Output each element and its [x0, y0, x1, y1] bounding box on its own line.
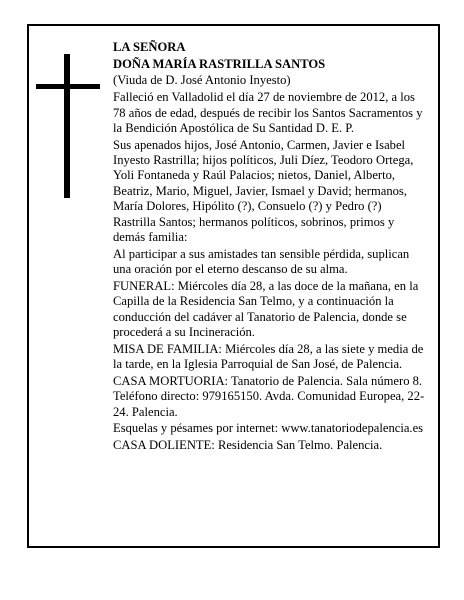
- prayer-request: Al participar a sus amistades tan sensible pérdida, suplican una oración por el eterno descanso de su alma.: [113, 246, 410, 277]
- widow-note: (Viuda de D. José Antonio Inyesto): [113, 73, 291, 88]
- obituary-text: [113, 40, 425, 455]
- cross-vertical-bar: [64, 54, 70, 198]
- funeral-info: FUNERAL: Miércoles día 28, a las doce de la mañana, en la Capilla de la Residencia San Telmo, y a continuación la conducción del cadáver al Tanatorio de Palencia, donde se procederá a su Incineración.: [113, 278, 419, 340]
- family-list: Sus apenados hijos, José Antonio, Carmen, Javier e Isabel Inyesto Rastrilla; hijos políticos, Juli Díez, Teodoro Ortega, Yoli Fontaneda y Raúl Palacios; nietos, Daniel, Alberto, Beatriz, Mario, Miguel, Javier, Ismael y David; hermanos, María Dolores, Hipólito (?), Consuelo (?) y Pedro (?) Rastrilla Santos; hermanos políticos, sobrinos, primos y demás familia:: [113, 137, 414, 245]
- mortuary-info: CASA MORTUORIA: Tanatorio de Palencia. Sala número 8. Teléfono directo: 979165150. Avda. Comunidad Europea, 22-24. Palencia.: [113, 373, 425, 419]
- mourning-house: CASA DOLIENTE: Residencia San Telmo. Palencia.: [113, 438, 383, 453]
- internet-condolences: Esquelas y pésames por internet: www.tanatoriodepalencia.es: [113, 421, 424, 436]
- heading-title: LA SEÑORA: [113, 40, 186, 54]
- deceased-name: DOÑA MARÍA RASTRILLA SANTOS: [113, 56, 326, 71]
- cross-horizontal-bar: [36, 84, 100, 89]
- family-mass-info: MISA DE FAMILIA: Miércoles día 28, a las siete y media de la tarde, en la Iglesia Parroquial de San José, de Palencia.: [113, 341, 424, 372]
- death-notice: Falleció en Valladolid el día 27 de noviembre de 2012, a los 78 años de edad, después de recibir los Santos Sacramentos y la Bendición Apostólica de Su Santidad D. E. P.: [113, 90, 423, 135]
